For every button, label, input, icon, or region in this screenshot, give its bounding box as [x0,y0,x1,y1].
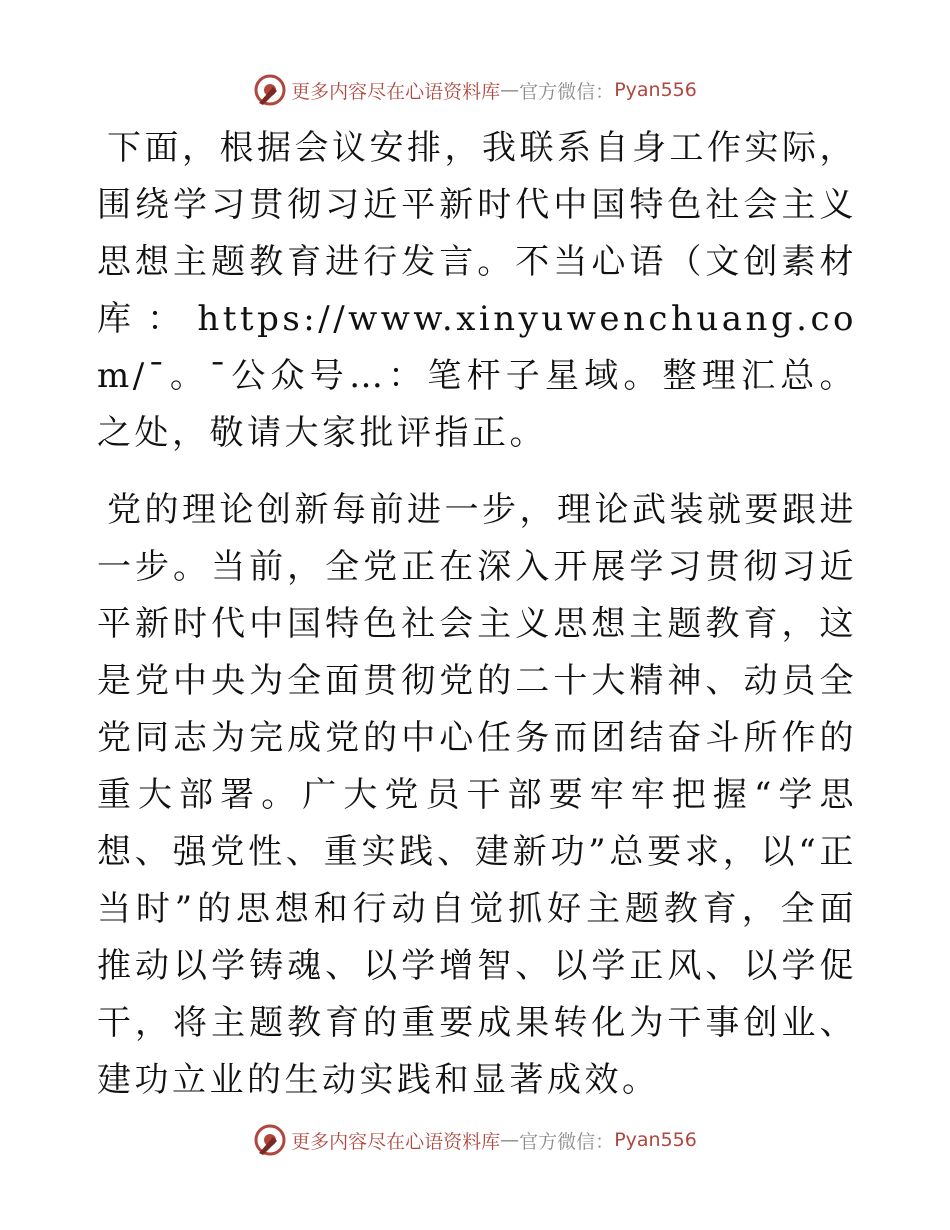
footer-watermark-banner [0,1120,950,1160]
banner-dash: — [500,1129,520,1151]
banner-label: 官方微信： [519,80,615,103]
document-body [97,120,857,1109]
pen-logo-icon [253,73,287,107]
pen-logo-icon [253,1123,287,1157]
paragraph-text: 党的理论创新每前进一步，理论武装就要跟进一步。当前，全党正在深入开展学习贯彻习近平新时代中国特色社会主义思想主题教育，这是党中央为全面贯彻党的二十大精神、动员全党同志为完成党的中心任务而团结奋斗所作的重大部署。广大党员干部要牢牢把握“学思想、强党性、重实践、建新功”总要求，以“正当时”的思想和行动自觉抓好主题教育，全面推动以学铸魂、以学增智、以学正风、以学促干，将主题教育的重要成果转化为干事创业、建功立业的生动实践和显著成效。 [97,490,857,1100]
header-watermark-banner [0,70,950,110]
paragraph [97,120,857,462]
banner-dash: — [500,79,520,101]
banner-slogan: 更多内容尽在心语资料库 [291,1130,501,1153]
paragraph-text: 下面，根据会议安排，我联系自身工作实际，围绕学习贯彻习近平新时代中国特色社会主义思想主题教育进行发言。不当心语（文创素材库：https://www.xinyuwenchuang.com/¯。¯公众号…：笔杆子星域。整理汇总。之处，敬请大家批评指正。 [97,128,857,453]
banner-wechat-id: Pyan556 [614,79,697,101]
banner-wechat-id: Pyan556 [614,1129,697,1151]
paragraph [97,482,857,1109]
banner-slogan: 更多内容尽在心语资料库 [291,80,501,103]
banner-label: 官方微信： [519,1130,615,1153]
